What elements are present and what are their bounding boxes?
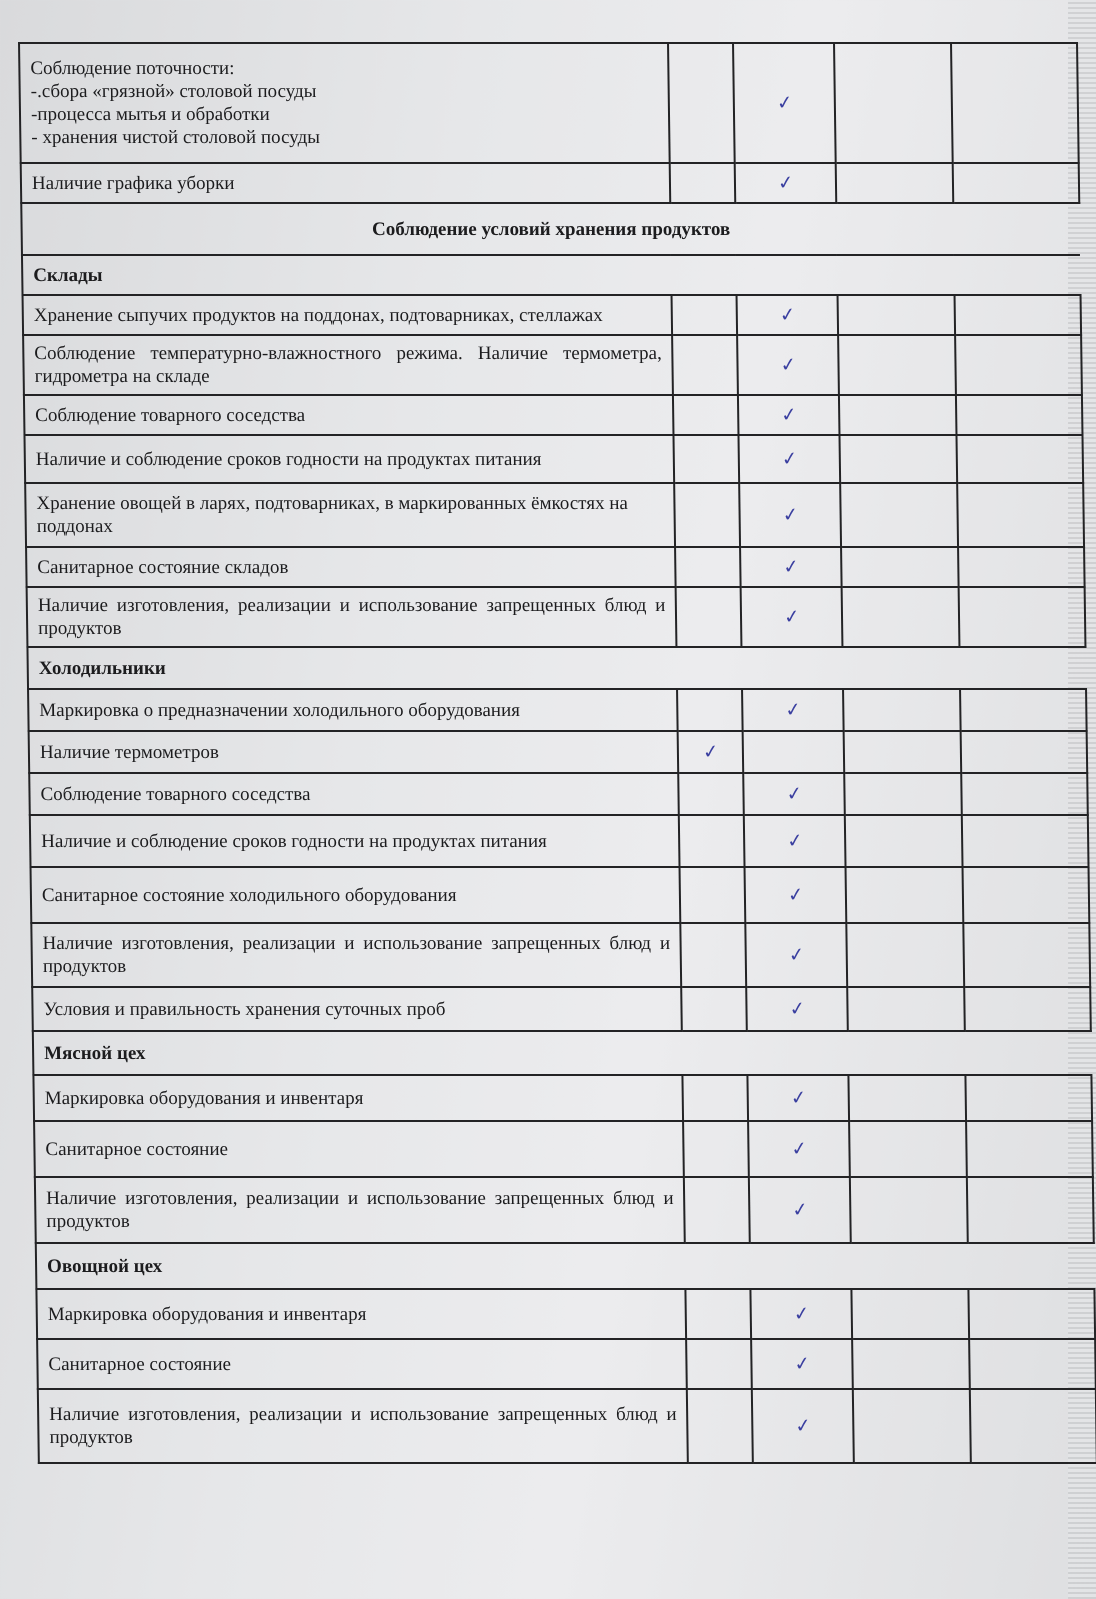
check-mark-icon: ✓: [790, 1197, 810, 1222]
section-title: Соблюдение условий хранения продуктов: [21, 203, 1080, 255]
table-row: [36, 1289, 1095, 1339]
table-row: [24, 395, 1083, 435]
item-cell: Наличие изготовления, реализации и использование запрещенных блюд и продуктов: [31, 923, 681, 987]
checklist-table: [18, 42, 1096, 1464]
table-row: [31, 867, 1090, 923]
check-mark-icon: ✓: [775, 90, 794, 115]
check-mark-icon: ✓: [778, 302, 797, 327]
table-row: [32, 987, 1091, 1031]
check-mark-icon: ✓: [784, 781, 804, 806]
mark-cell-1: [668, 43, 735, 163]
item-line: -процесса мытья и обработки: [30, 104, 270, 125]
item-cell: Соблюдение температурно-влажностного режима. Наличие термометра, гидрометра на складе: [23, 335, 673, 395]
table-row: [25, 483, 1084, 547]
item-cell: Наличие графика уборки: [21, 163, 671, 203]
mark-cell-1: [670, 163, 735, 203]
check-mark-icon: ✓: [787, 996, 807, 1021]
check-mark-icon: ✓: [776, 170, 795, 195]
check-mark-icon: ✓: [701, 739, 720, 764]
item-cell: Наличие и соблюдение сроков годности на продуктах питания: [30, 815, 680, 867]
table-row: [23, 335, 1082, 395]
check-mark-icon: ✓: [779, 402, 799, 427]
mark-cell-3: [836, 163, 954, 203]
check-mark-icon: ✓: [785, 828, 804, 853]
table-row: [33, 1075, 1092, 1121]
item-line: - хранения чистой столовой посуды: [31, 127, 321, 148]
item-cell: Маркировка оборудования и инвентаря: [33, 1075, 683, 1121]
table-row: [30, 815, 1089, 867]
item-cell: Наличие изготовления, реализации и использование запрещенных блюд и продуктов: [38, 1389, 688, 1463]
check-mark-icon: ✓: [786, 882, 805, 907]
group-header-row: [33, 1031, 1092, 1075]
group-title: Мясной цех: [33, 1031, 1092, 1075]
mark-cell-4: [951, 43, 1078, 163]
section-row: [21, 203, 1080, 255]
check-mark-icon: ✓: [778, 352, 798, 377]
item-cell: Наличие изготовления, реализации и использование запрещенных блюд и продуктов: [27, 587, 677, 647]
check-mark-icon: ✓: [781, 502, 800, 527]
table-row: [23, 295, 1082, 335]
item-cell: Маркировка оборудования и инвентаря: [36, 1289, 686, 1339]
table-row: [29, 731, 1088, 773]
item-cell: Санитарное состояние холодильного оборудования: [31, 867, 681, 923]
check-mark-icon: ✓: [792, 1351, 812, 1376]
check-mark-icon: ✓: [787, 942, 806, 967]
check-mark-icon: ✓: [781, 554, 801, 579]
mark-cell-4: [953, 163, 1079, 203]
item-line: -.сбора «грязной» столовой посуды: [30, 81, 317, 102]
item-cell: [19, 43, 670, 163]
group-header-row: [27, 647, 1086, 689]
check-mark-icon: ✓: [792, 1301, 811, 1326]
table-row: [26, 547, 1085, 587]
check-mark-icon: ✓: [782, 604, 801, 629]
check-mark-icon: ✓: [783, 697, 803, 722]
table-row: [34, 1121, 1093, 1177]
table-row: [38, 1389, 1096, 1463]
table-row: [24, 435, 1083, 483]
table-row: [21, 163, 1080, 203]
table-row: [29, 773, 1088, 815]
check-mark-icon: ✓: [789, 1085, 808, 1110]
table-row: [35, 1177, 1094, 1243]
item-cell: Хранение овощей в ларях, подтоварниках, в маркированных ёмкостях на поддонах: [25, 483, 675, 547]
check-mark-icon: ✓: [789, 1136, 809, 1161]
group-header-row: [36, 1243, 1095, 1289]
group-header-row: [22, 255, 1081, 295]
item-cell: Санитарное состояние складов: [26, 547, 676, 587]
item-cell: Соблюдение товарного соседства: [24, 395, 674, 435]
check-mark-icon: ✓: [780, 446, 799, 471]
item-cell: Наличие и соблюдение сроков годности на продуктах питания: [24, 435, 674, 483]
table-row: [31, 923, 1090, 987]
item-cell: Наличие термометров: [29, 731, 679, 773]
item-line: Соблюдение поточности:: [30, 58, 235, 79]
table-row: [28, 689, 1087, 731]
group-title: Склады: [22, 255, 1081, 295]
group-title: Холодильники: [27, 647, 1086, 689]
mark-cell-2: [733, 43, 835, 163]
item-cell: Наличие изготовления, реализации и использование запрещенных блюд и продуктов: [35, 1177, 685, 1243]
mark-cell-2: [735, 163, 836, 203]
item-cell: Маркировка о предназначении холодильного оборудования: [28, 689, 678, 731]
item-cell: Соблюдение товарного соседства: [29, 773, 679, 815]
item-cell: Санитарное состояние: [34, 1121, 684, 1177]
item-cell: Санитарное состояние: [37, 1339, 687, 1389]
table-row: [27, 587, 1086, 647]
mark-cell-3: [834, 43, 953, 163]
group-title: Овощной цех: [36, 1243, 1095, 1289]
table-row: [37, 1339, 1096, 1389]
check-mark-icon: ✓: [793, 1413, 813, 1438]
item-cell: Хранение сыпучих продуктов на поддонах, подтоварниках, стеллажах: [23, 295, 673, 335]
item-cell: Условия и правильность хранения суточных проб: [32, 987, 682, 1031]
table-row: [19, 43, 1079, 163]
